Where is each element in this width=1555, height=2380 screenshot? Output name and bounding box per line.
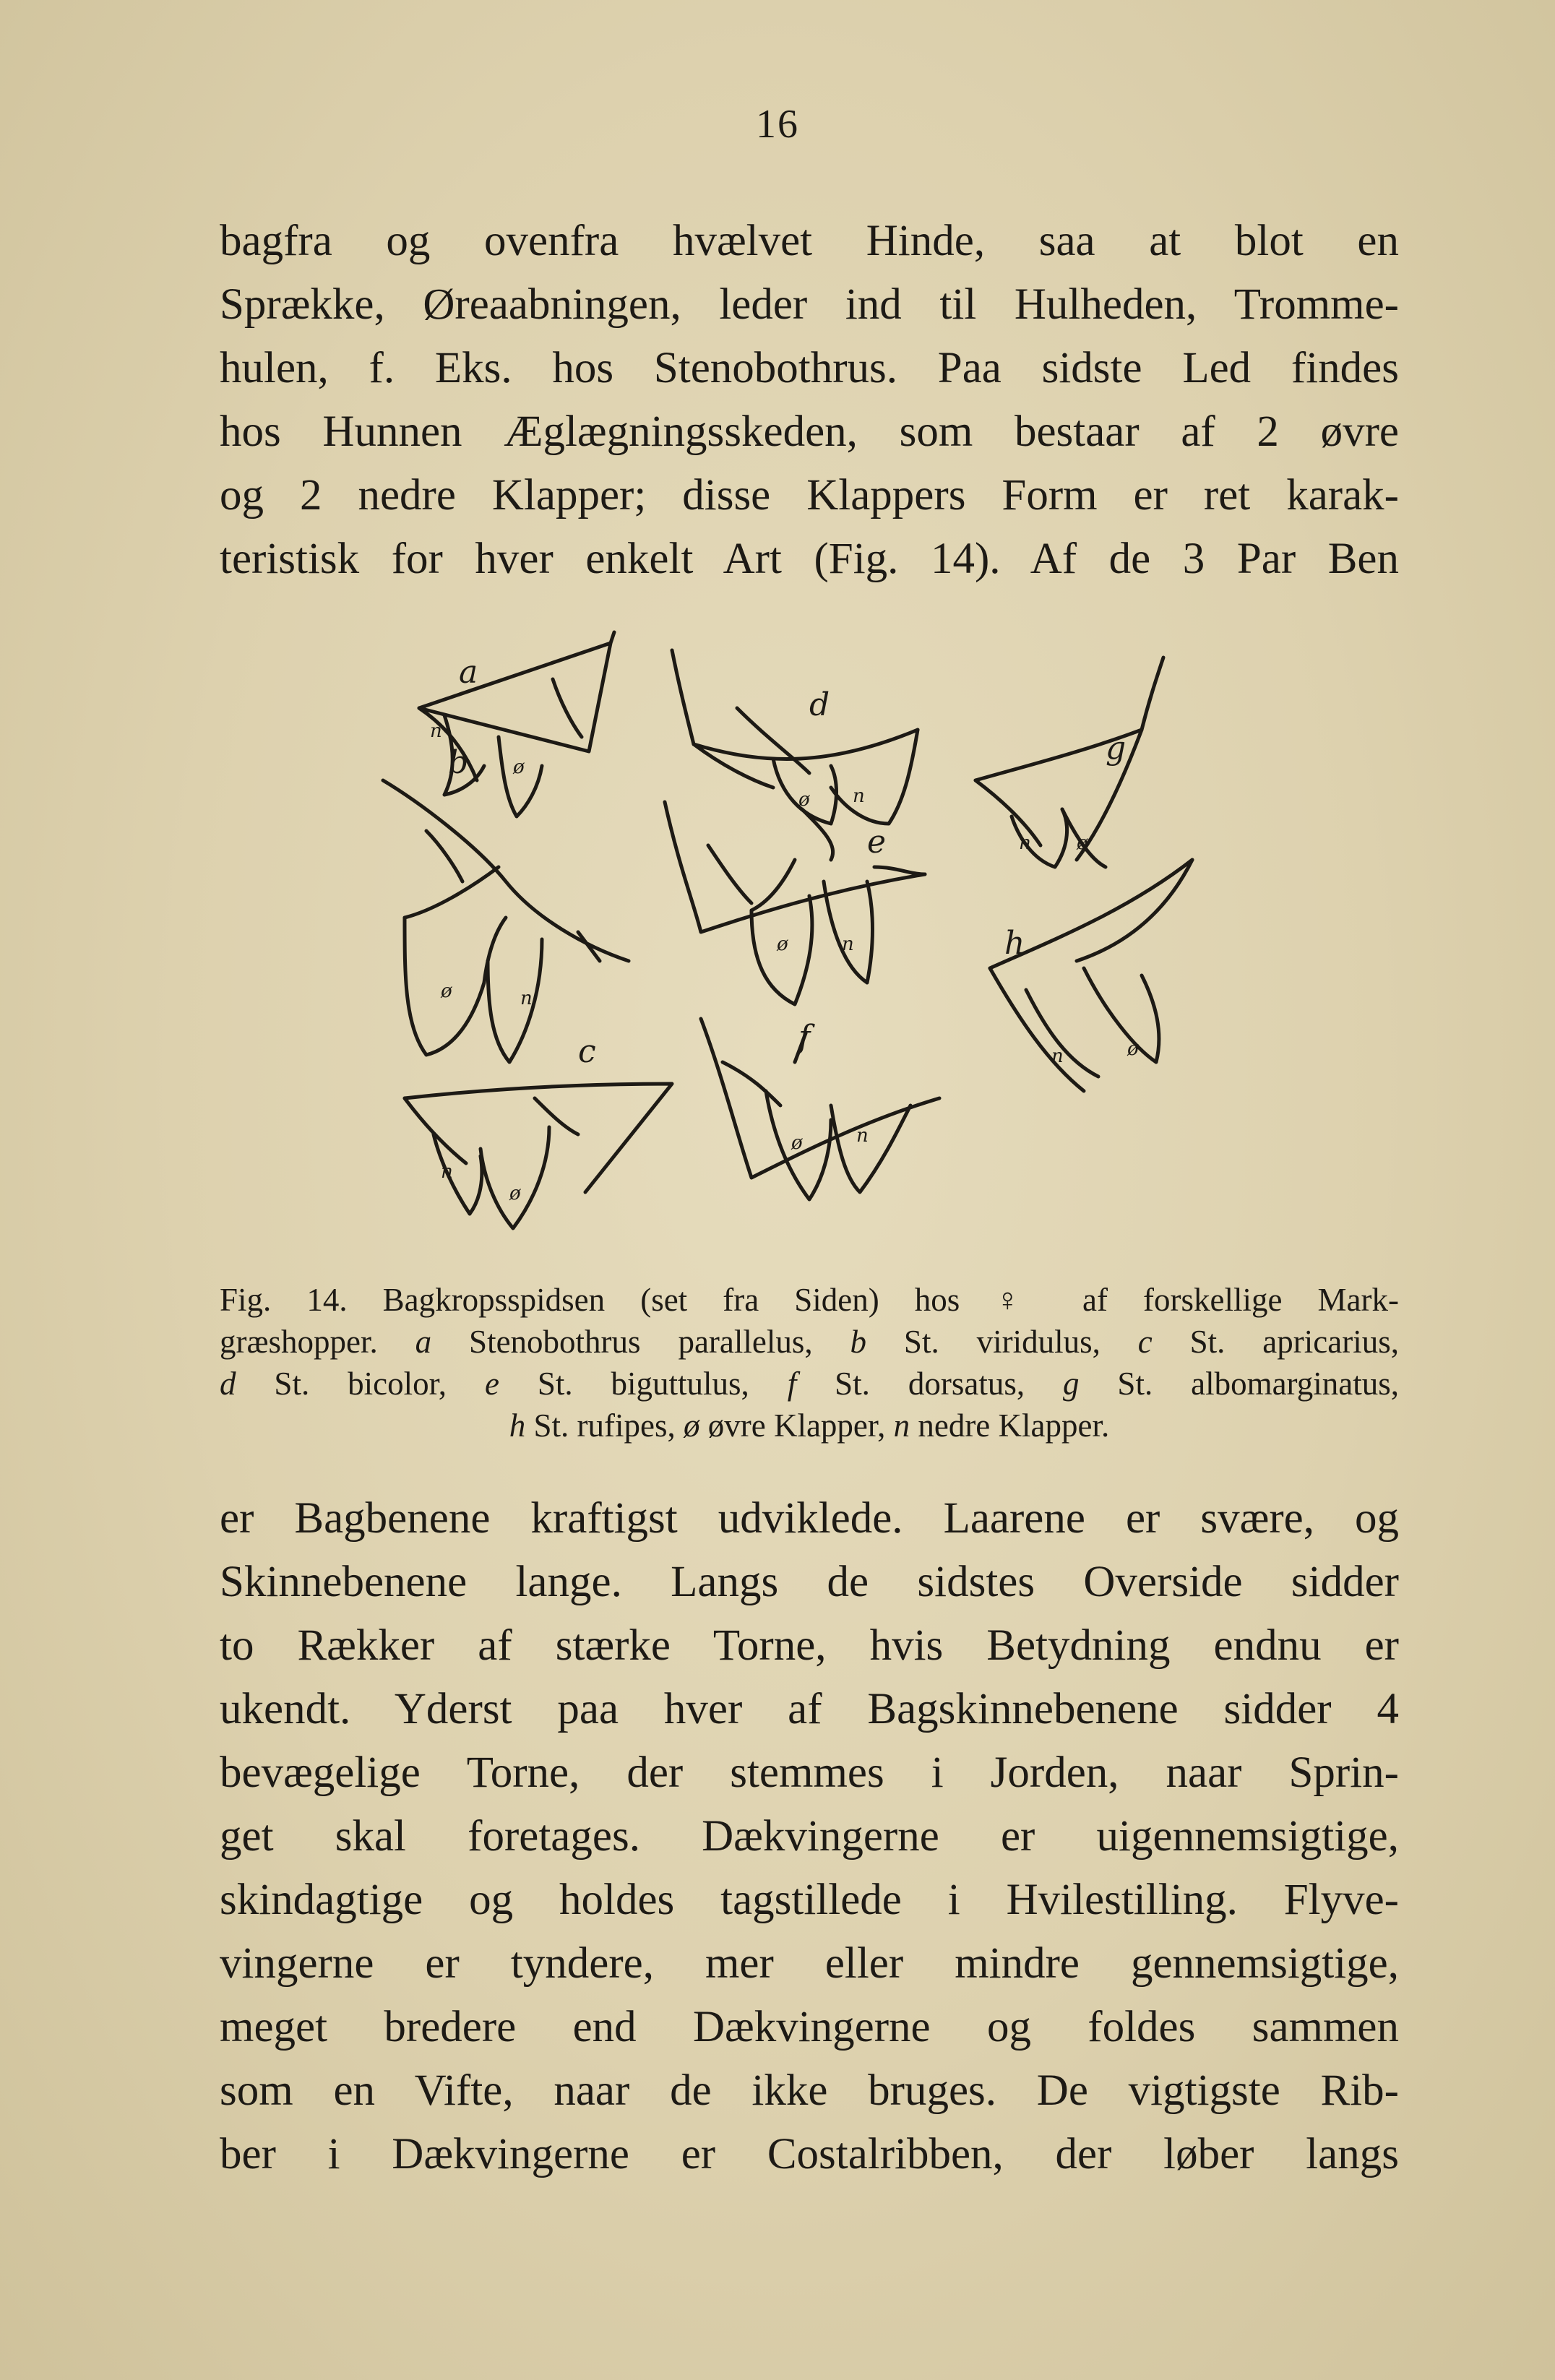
- text-line: get skal foretages. Dækvingerne er uigennemsigtige,: [220, 1812, 1399, 1861]
- text-line: og 2 nedre Klapper; disse Klappers Form er ret karak-: [220, 471, 1399, 519]
- text-line: vingerne er tyndere, mer eller mindre gennemsigtige,: [220, 1939, 1399, 1988]
- caption-line: græshopper. a Stenobothrus parallelus, b St. viridulus, c St. apricarius,: [220, 1324, 1399, 1360]
- label-o: ø: [513, 756, 525, 778]
- text-line: to Rækker af stærke Torne, hvis Betydning endnu er: [220, 1621, 1399, 1670]
- caption-line: h St. rufipes, ø øvre Klapper, n nedre Klapper.: [509, 1407, 1110, 1444]
- label-n: n: [430, 720, 442, 742]
- figure-14-illustration: [361, 629, 1257, 1279]
- page-number: 16: [756, 102, 799, 147]
- text-line: som en Vifte, naar de ikke bruges. De vigtigste Rib-: [220, 2066, 1399, 2115]
- caption-line: Fig. 14. Bagkropsspidsen (set fra Siden) hos ♀ af forskellige Mark-: [220, 1282, 1399, 1318]
- label-n: n: [1051, 1045, 1064, 1067]
- label-o: ø: [441, 980, 452, 1002]
- label-b: b: [448, 744, 469, 781]
- label-o: ø: [777, 934, 788, 955]
- label-o: ø: [791, 1132, 803, 1154]
- text-line: bagfra og ovenfra hvælvet Hinde, saa at blot en: [220, 217, 1399, 265]
- text-line: skindagtige og holdes tagstillede i Hvilestilling. Flyve-: [220, 1876, 1399, 1924]
- ovipositor-drawings: [361, 629, 1257, 1279]
- label-o: ø: [509, 1183, 521, 1204]
- label-n: n: [1019, 832, 1031, 854]
- drawing-c: [405, 1033, 672, 1228]
- label-d: d: [809, 686, 830, 723]
- text-line: ber i Dækvingerne er Costalribben, der løber langs: [220, 2130, 1399, 2178]
- drawing-f: [701, 1019, 939, 1199]
- label-n: n: [853, 785, 865, 807]
- paragraph-top: [220, 210, 1399, 591]
- text-line: teristisk for hver enkelt Art (Fig. 14). Af de 3 Par Ben: [220, 535, 1399, 583]
- label-n: n: [520, 988, 533, 1009]
- drawing-g: [975, 657, 1163, 867]
- text-line: ukendt. Yderst paa hver af Bagskinnebenene sidder 4: [220, 1685, 1399, 1733]
- drawing-h: [990, 860, 1192, 1091]
- label-o: ø: [1077, 832, 1088, 854]
- text-line: meget bredere end Dækvingerne og foldes sammen: [220, 2003, 1399, 2051]
- label-o: ø: [1127, 1038, 1139, 1060]
- drawing-e: [665, 802, 925, 1004]
- paragraph-bottom: [220, 1487, 1399, 2186]
- text-line: bevægelige Torne, der stemmes i Jorden, naar Sprin-: [220, 1749, 1399, 1797]
- label-n: n: [842, 934, 854, 955]
- label-o: ø: [798, 789, 810, 811]
- text-line: Skinnebenene lange. Langs de sidstes Overside sidder: [220, 1558, 1399, 1606]
- label-f: f: [798, 1019, 811, 1056]
- label-c: c: [578, 1033, 596, 1070]
- text-line: hulen, f. Eks. hos Stenobothrus. Paa sidste Led findes: [220, 344, 1399, 392]
- label-g: g: [1106, 730, 1127, 767]
- drawing-a: [419, 632, 614, 816]
- label-h: h: [1004, 925, 1025, 962]
- text-line: er Bagbenene kraftigst udviklede. Laarene er svære, og: [220, 1494, 1399, 1543]
- label-n: n: [856, 1125, 869, 1147]
- text-line: Sprække, Øreaabningen, leder ind til Hulheden, Tromme-: [220, 280, 1399, 329]
- label-e: e: [867, 824, 887, 861]
- label-a: a: [459, 654, 478, 691]
- figure-caption: [220, 1279, 1399, 1446]
- caption-line: d St. bicolor, e St. biguttulus, f St. dorsatus, g St. albomarginatus,: [220, 1366, 1399, 1402]
- label-n: n: [441, 1161, 453, 1183]
- text-line: hos Hunnen Æglægningsskeden, som bestaar af 2 øvre: [220, 408, 1399, 456]
